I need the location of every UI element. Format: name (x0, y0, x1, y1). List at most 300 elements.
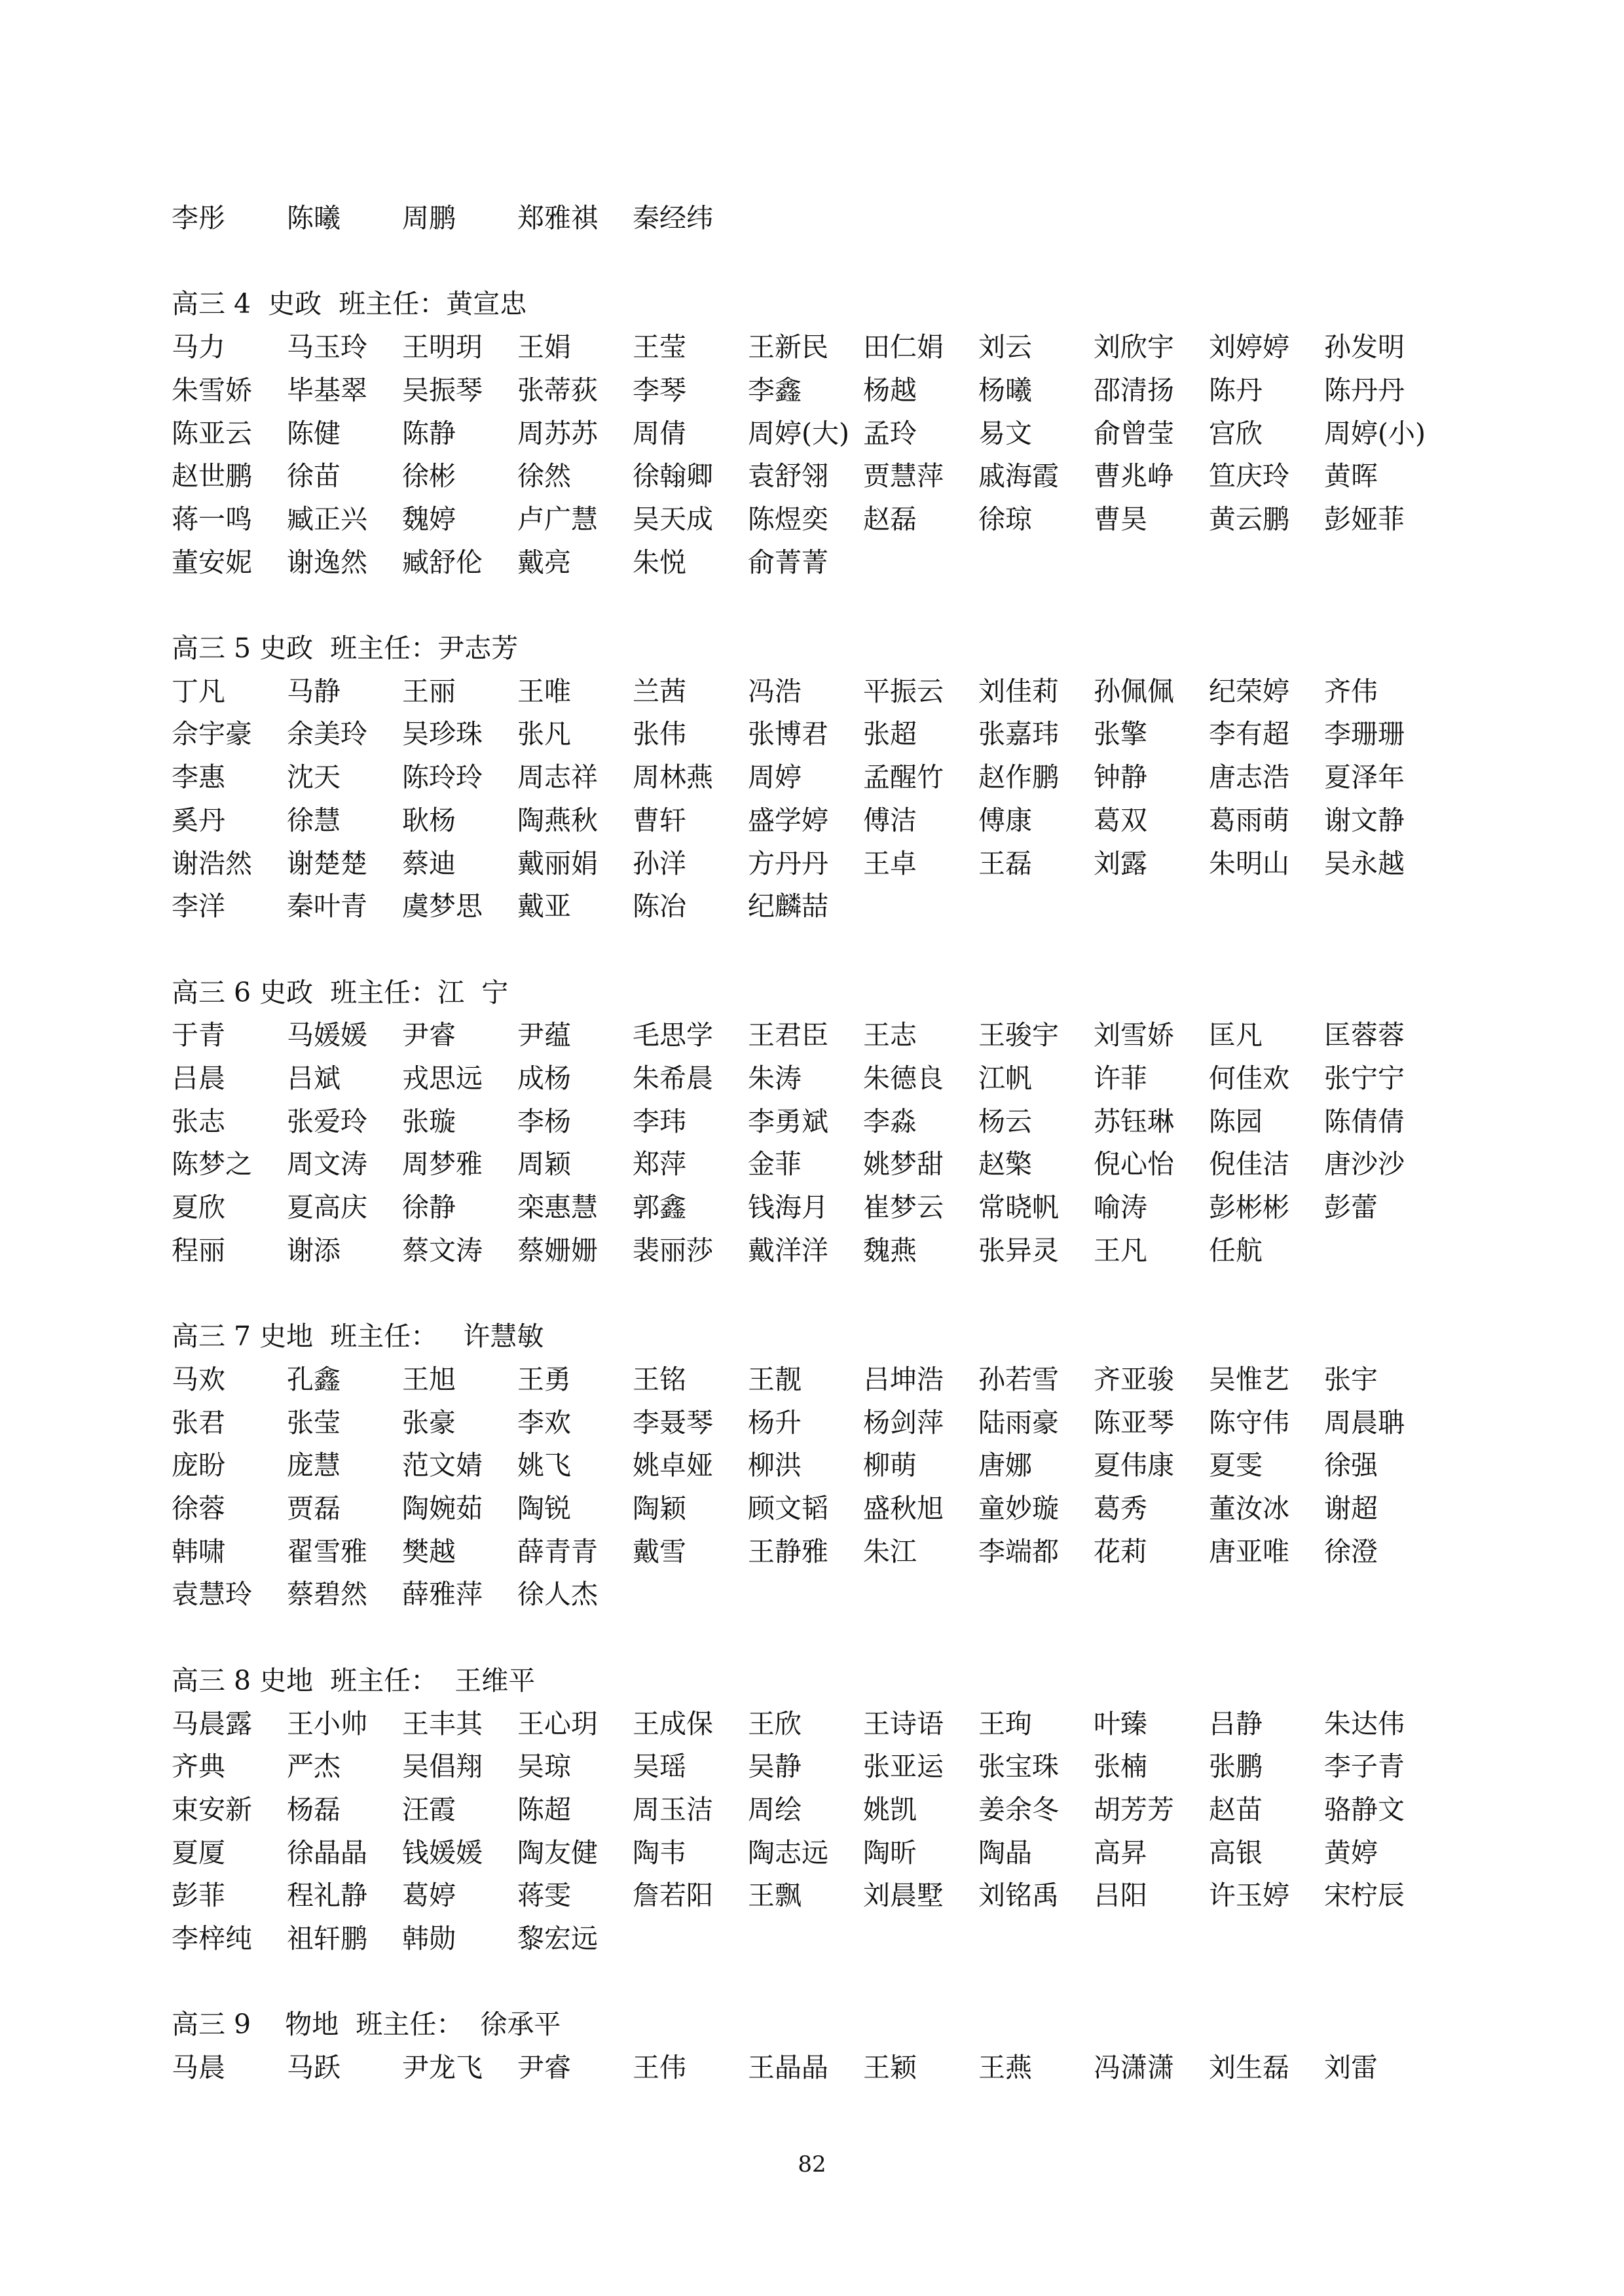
student-name: 花莉 (1094, 1535, 1147, 1567)
student-name: 金菲 (748, 1148, 802, 1180)
class-header (172, 627, 1481, 670)
student-name: 马晨露 (172, 1707, 252, 1740)
student-name: 魏燕 (863, 1234, 917, 1266)
student-name: 王新民 (748, 331, 828, 363)
student-name: 黄婷 (1324, 1836, 1378, 1868)
name-row (172, 1487, 1481, 1530)
student-name: 夏厦 (172, 1836, 225, 1868)
student-name: 张博君 (748, 718, 828, 750)
student-name: 蔡姗姗 (517, 1234, 598, 1266)
student-name: 朱达伟 (1324, 1707, 1405, 1740)
student-name: 齐亚骏 (1094, 1363, 1174, 1395)
student-name: 陶友健 (517, 1836, 598, 1868)
student-name: 尹睿 (402, 1019, 456, 1051)
student-name: 刘雷 (1324, 2052, 1378, 2084)
class-header (172, 971, 1481, 1014)
student-name: 于青 (172, 1019, 225, 1051)
class-heading: 高三 8 史地 班主任： 王维平 (172, 1664, 536, 1696)
name-row (172, 1702, 1481, 1745)
student-name: 徐琼 (978, 503, 1032, 535)
student-name: 王成保 (633, 1707, 713, 1740)
student-name: 夏伟康 (1094, 1449, 1174, 1482)
student-name: 陈煜奕 (748, 503, 828, 535)
student-name: 董汝冰 (1209, 1493, 1289, 1524)
page-number: 82 (798, 2151, 826, 2178)
student-name: 杨越 (863, 374, 917, 406)
student-name: 徐然 (517, 460, 571, 492)
student-name: 匡蓉蓉 (1324, 1019, 1405, 1051)
student-name: 王娟 (517, 331, 571, 363)
student-name: 张异灵 (978, 1234, 1059, 1266)
name-row (172, 1013, 1481, 1057)
name-row (172, 842, 1481, 885)
student-name: 张莹 (287, 1406, 341, 1438)
student-name: 董安妮 (172, 546, 252, 578)
student-name: 钟静 (1094, 761, 1147, 793)
student-name: 王欣 (748, 1707, 802, 1740)
student-name: 朱雪娇 (172, 374, 252, 406)
student-name: 王凡 (1094, 1234, 1147, 1266)
student-name: 吴珍珠 (402, 718, 483, 750)
name-row (172, 454, 1481, 498)
student-name: 盛秋旭 (863, 1493, 944, 1524)
student-name: 徐晶晶 (287, 1836, 367, 1868)
student-name: 高昇 (1094, 1836, 1147, 1868)
student-name: 樊越 (402, 1535, 456, 1567)
student-name: 祖轩鹏 (287, 1923, 367, 1954)
name-row (172, 884, 1481, 928)
student-name: 李子青 (1324, 1751, 1405, 1783)
student-name: 蔡迪 (402, 847, 456, 879)
student-name: 柳洪 (748, 1449, 802, 1482)
student-name: 张璇 (402, 1105, 456, 1137)
student-name: 孙洋 (633, 847, 686, 879)
student-name: 张宁宁 (1324, 1063, 1405, 1094)
name-row (172, 712, 1481, 756)
student-name: 王靓 (748, 1363, 802, 1395)
name-row (172, 799, 1481, 842)
student-name: 蔡碧然 (287, 1578, 367, 1611)
student-name: 郑雅祺 (517, 202, 598, 234)
class-header (172, 1315, 1481, 1358)
student-name: 陈园 (1209, 1105, 1263, 1137)
student-name: 赵世鹏 (172, 460, 252, 492)
student-name: 陈丹 (1209, 374, 1263, 406)
student-name: 葛婷 (402, 1880, 456, 1912)
student-name: 夏高庆 (287, 1192, 367, 1224)
student-name: 周志祥 (517, 761, 598, 793)
student-name: 胡芳芳 (1094, 1793, 1174, 1825)
student-name: 王唯 (517, 675, 571, 707)
student-name: 吴天成 (633, 503, 713, 535)
student-name: 刘佳莉 (978, 675, 1059, 707)
name-row (172, 1444, 1481, 1487)
student-name: 赵磊 (863, 503, 917, 535)
student-name: 陈倩倩 (1324, 1105, 1405, 1137)
student-name: 李端都 (978, 1535, 1059, 1567)
student-name: 吴瑶 (633, 1751, 686, 1783)
student-name: 夏欣 (172, 1192, 225, 1224)
student-name: 兰茜 (633, 675, 686, 707)
student-name: 刘铭禹 (978, 1880, 1059, 1912)
student-name: 叶臻 (1094, 1707, 1147, 1740)
student-name: 杨曦 (978, 374, 1032, 406)
student-name: 张爱玲 (287, 1105, 367, 1137)
student-name: 周梦雅 (402, 1148, 483, 1180)
student-name: 刘欣宇 (1094, 331, 1174, 363)
name-row (172, 1788, 1481, 1831)
student-name: 刘雪娇 (1094, 1019, 1174, 1051)
student-name: 许菲 (1094, 1063, 1147, 1094)
student-name: 束安新 (172, 1793, 252, 1825)
student-name: 王丰其 (402, 1707, 483, 1740)
class-header (172, 1659, 1481, 1702)
student-name: 孙佩佩 (1094, 675, 1174, 707)
student-name: 蒋一鸣 (172, 503, 252, 535)
student-name: 唐沙沙 (1324, 1148, 1405, 1180)
student-name: 吴永越 (1324, 847, 1405, 879)
student-name: 佘宇豪 (172, 718, 252, 750)
student-name: 童妙璇 (978, 1493, 1059, 1524)
student-name: 张超 (863, 718, 917, 750)
name-row (172, 412, 1481, 455)
student-name: 王飘 (748, 1880, 802, 1912)
student-name: 吕晨 (172, 1063, 225, 1094)
student-name: 骆静文 (1324, 1793, 1405, 1825)
class-heading: 高三 9 物地 班主任： 徐承平 (172, 2009, 561, 2041)
student-name: 李彤 (172, 202, 225, 234)
class-header (172, 282, 1481, 325)
student-name: 周婷 (748, 761, 802, 793)
student-name: 江帆 (978, 1063, 1032, 1094)
student-name: 李惠 (172, 761, 225, 793)
student-name: 王志 (863, 1019, 917, 1051)
student-name: 宫欣 (1209, 417, 1263, 449)
student-name: 薛青青 (517, 1535, 598, 1567)
student-name: 王小帅 (287, 1707, 367, 1740)
student-name: 尹蕴 (517, 1019, 571, 1051)
student-name: 彭娅菲 (1324, 503, 1405, 535)
student-name: 张宇 (1324, 1363, 1378, 1395)
student-name: 姚梦甜 (863, 1148, 944, 1180)
student-name: 戴亚 (517, 890, 571, 922)
student-name: 俞曾莹 (1094, 417, 1174, 449)
student-name: 陶志远 (748, 1836, 828, 1868)
student-name: 平振云 (863, 675, 944, 707)
name-row (172, 1401, 1481, 1444)
student-name: 易文 (978, 417, 1032, 449)
student-name: 尹龙飞 (402, 2052, 483, 2084)
name-row (172, 325, 1481, 369)
name-row (172, 1573, 1481, 1616)
student-name: 赵檠 (978, 1148, 1032, 1180)
student-name: 丁凡 (172, 675, 225, 707)
student-name: 冯浩 (748, 675, 802, 707)
student-name: 庞慧 (287, 1449, 341, 1482)
student-name: 周鹏 (402, 202, 456, 234)
student-name: 马力 (172, 331, 225, 363)
student-name: 孙若雪 (978, 1363, 1059, 1395)
student-name: 严杰 (287, 1751, 341, 1783)
student-name: 盛学婷 (748, 804, 828, 836)
student-name: 李淼 (863, 1105, 917, 1137)
student-name: 马欢 (172, 1363, 225, 1395)
student-name: 张嘉玮 (978, 718, 1059, 750)
name-row (172, 1917, 1481, 1960)
student-name: 戴洋洋 (748, 1234, 828, 1266)
name-row (172, 670, 1481, 713)
student-name: 钱媛媛 (402, 1836, 483, 1868)
class-heading: 高三 5 史政 班主任：尹志芳 (172, 632, 519, 664)
student-name: 陶晶 (978, 1836, 1032, 1868)
student-name: 刘生磊 (1209, 2052, 1289, 2084)
student-name: 沈天 (287, 761, 341, 793)
student-name: 笪庆玲 (1209, 460, 1289, 492)
class-heading: 高三 4 史政 班主任：黄宣忠 (172, 288, 527, 320)
student-name: 程礼静 (287, 1880, 367, 1912)
student-name: 李洋 (172, 890, 225, 922)
student-name: 唐志浩 (1209, 761, 1289, 793)
name-row (172, 1057, 1481, 1100)
student-name: 谢添 (287, 1234, 341, 1266)
student-name: 杨云 (978, 1105, 1032, 1137)
student-name: 詹若阳 (633, 1880, 713, 1912)
student-name: 吴琼 (517, 1751, 571, 1783)
student-name: 范文婧 (402, 1449, 483, 1482)
student-name: 周林燕 (633, 761, 713, 793)
student-name: 蒋雯 (517, 1880, 571, 1912)
student-name: 张鹏 (1209, 1751, 1263, 1783)
student-name: 曹昊 (1094, 503, 1147, 535)
student-name: 刘云 (978, 331, 1032, 363)
student-name: 陶锐 (517, 1493, 571, 1524)
student-name: 杨升 (748, 1406, 802, 1438)
student-name: 朱涛 (748, 1063, 802, 1094)
student-name: 纪荣婷 (1209, 675, 1289, 707)
student-name: 王磊 (978, 847, 1032, 879)
student-name: 王君臣 (748, 1019, 828, 1051)
student-name: 张君 (172, 1406, 225, 1438)
student-name: 戎思远 (402, 1063, 483, 1094)
student-name: 傅康 (978, 804, 1032, 836)
student-name: 徐人杰 (517, 1578, 598, 1611)
student-name: 葛双 (1094, 804, 1147, 836)
student-name: 苏钰琳 (1094, 1105, 1174, 1137)
student-name: 王骏宇 (978, 1019, 1059, 1051)
student-name: 王燕 (978, 2052, 1032, 2084)
student-name: 谢楚楚 (287, 847, 367, 879)
student-name: 朱江 (863, 1535, 917, 1567)
student-name: 王珣 (978, 1707, 1032, 1740)
student-name: 王明玥 (402, 331, 483, 363)
student-name: 谢浩然 (172, 847, 252, 879)
student-name: 王旭 (402, 1363, 456, 1395)
student-name: 夏泽年 (1324, 761, 1405, 793)
student-name: 高银 (1209, 1836, 1263, 1868)
student-name: 马跃 (287, 2052, 341, 2084)
student-name: 徐静 (402, 1192, 456, 1224)
student-name: 徐彬 (402, 460, 456, 492)
student-name: 孙发明 (1324, 331, 1405, 363)
student-name: 李梓纯 (172, 1923, 252, 1954)
student-name: 朱悦 (633, 546, 686, 578)
student-name: 姚飞 (517, 1449, 571, 1482)
student-name: 谢文静 (1324, 804, 1405, 836)
student-name: 葛雨萌 (1209, 804, 1289, 836)
student-name: 马媛媛 (287, 1019, 367, 1051)
student-name: 庞盼 (172, 1449, 225, 1482)
student-name: 马晨 (172, 2052, 225, 2084)
student-name: 王静雅 (748, 1535, 828, 1567)
name-row (172, 2046, 1481, 2089)
student-name: 吴振琴 (402, 374, 483, 406)
student-name: 蔡文涛 (402, 1234, 483, 1266)
student-name: 戴亮 (517, 546, 571, 578)
student-name: 王心玥 (517, 1707, 598, 1740)
student-name: 俞菁菁 (748, 546, 828, 578)
student-name: 陶韦 (633, 1836, 686, 1868)
student-name: 曹轩 (633, 804, 686, 836)
student-name: 周倩 (633, 417, 686, 449)
class-heading: 高三 7 史地 班主任： 许慧敏 (172, 1321, 544, 1353)
student-name: 许玉婷 (1209, 1880, 1289, 1912)
student-name: 齐典 (172, 1751, 225, 1783)
student-name: 徐蓉 (172, 1493, 225, 1524)
student-name: 唐娜 (978, 1449, 1032, 1482)
student-name: 李鑫 (748, 374, 802, 406)
student-name: 周苏苏 (517, 417, 598, 449)
student-name: 朱明山 (1209, 847, 1289, 879)
student-name: 陶颖 (633, 1493, 686, 1524)
student-name: 孟玲 (863, 417, 917, 449)
student-name: 耿杨 (402, 804, 456, 836)
student-name: 彭菲 (172, 1880, 225, 1912)
student-name: 赵苗 (1209, 1793, 1263, 1825)
student-name: 张亚运 (863, 1751, 944, 1783)
student-name: 吴静 (748, 1751, 802, 1783)
student-name: 纪麟喆 (748, 890, 828, 922)
student-name: 王卓 (863, 847, 917, 879)
student-name: 李有超 (1209, 718, 1289, 750)
student-name: 张擎 (1094, 718, 1147, 750)
student-name: 倪佳洁 (1209, 1148, 1289, 1180)
student-name: 谢逸然 (287, 546, 367, 578)
name-row (172, 1186, 1481, 1229)
name-row (172, 541, 1481, 584)
student-name: 陈曦 (287, 202, 341, 234)
student-name: 李杨 (517, 1105, 571, 1137)
student-name: 徐慧 (287, 804, 341, 836)
student-name: 夏雯 (1209, 1449, 1263, 1482)
name-row (172, 1358, 1481, 1401)
student-name: 卢广慧 (517, 503, 598, 535)
student-name: 尹睿 (517, 2052, 571, 2084)
student-name: 周晨聃 (1324, 1406, 1405, 1438)
student-name: 姜余冬 (978, 1793, 1059, 1825)
student-name: 周绘 (748, 1793, 802, 1825)
student-name: 邵清扬 (1094, 374, 1174, 406)
student-name: 韩勋 (402, 1923, 456, 1954)
name-row (172, 1831, 1481, 1874)
student-name: 徐翰卿 (633, 460, 713, 492)
student-name: 王伟 (633, 2052, 686, 2084)
student-name: 陆雨豪 (978, 1406, 1059, 1438)
student-name: 陶昕 (863, 1836, 917, 1868)
student-name: 黄云鹏 (1209, 503, 1289, 535)
student-name: 彭蕾 (1324, 1192, 1378, 1224)
student-name: 倪心怡 (1094, 1148, 1174, 1180)
student-name: 李琴 (633, 374, 686, 406)
student-name: 吴倡翔 (402, 1751, 483, 1783)
student-name: 杨剑萍 (863, 1406, 944, 1438)
student-name: 黄晖 (1324, 460, 1378, 492)
student-name: 臧舒伦 (402, 546, 483, 578)
student-name: 王铭 (633, 1363, 686, 1395)
student-name: 戴雪 (633, 1535, 686, 1567)
name-row (172, 498, 1481, 541)
student-name: 葛秀 (1094, 1493, 1147, 1524)
student-name: 周婷(大) (748, 417, 849, 449)
student-name: 裴丽莎 (633, 1234, 713, 1266)
name-row (172, 369, 1481, 412)
name-row (172, 1874, 1481, 1917)
student-name: 张蒂荻 (517, 374, 598, 406)
student-name: 秦叶青 (287, 890, 367, 922)
student-name: 钱海月 (748, 1192, 828, 1224)
student-name: 何佳欢 (1209, 1063, 1289, 1094)
student-name: 顾文韬 (748, 1493, 828, 1524)
student-name: 张伟 (633, 718, 686, 750)
student-name: 吴惟艺 (1209, 1363, 1289, 1395)
student-name: 黎宏远 (517, 1923, 598, 1954)
student-name: 徐澄 (1324, 1535, 1378, 1567)
student-name: 傅洁 (863, 804, 917, 836)
student-name: 马静 (287, 675, 341, 707)
student-name: 张凡 (517, 718, 571, 750)
student-name: 杨磊 (287, 1793, 341, 1825)
student-name: 陈守伟 (1209, 1406, 1289, 1438)
student-name: 常晓帆 (978, 1192, 1059, 1224)
student-name: 谢超 (1324, 1493, 1378, 1524)
class-header (172, 2003, 1481, 2046)
student-name: 戴丽娟 (517, 847, 598, 879)
student-name: 戚海霞 (978, 460, 1059, 492)
student-name: 唐亚唯 (1209, 1535, 1289, 1567)
student-name: 陈亚云 (172, 417, 252, 449)
student-name: 臧正兴 (287, 503, 367, 535)
student-name: 王莹 (633, 331, 686, 363)
student-name: 柳萌 (863, 1449, 917, 1482)
name-row (172, 1100, 1481, 1143)
student-name: 袁慧玲 (172, 1578, 252, 1611)
student-name: 李珊珊 (1324, 718, 1405, 750)
student-name: 奚丹 (172, 804, 225, 836)
student-name: 任航 (1209, 1234, 1263, 1266)
student-name: 姚凯 (863, 1793, 917, 1825)
student-name: 秦经纬 (633, 202, 713, 234)
student-name: 彭彬彬 (1209, 1192, 1289, 1224)
student-name: 孟醒竹 (863, 761, 944, 793)
student-name: 吕静 (1209, 1707, 1263, 1740)
student-name: 马玉玲 (287, 331, 367, 363)
student-name: 韩啸 (172, 1535, 225, 1567)
student-name: 陈超 (517, 1793, 571, 1825)
student-name: 吕斌 (287, 1063, 341, 1094)
class-heading: 高三 6 史政 班主任：江 宁 (172, 976, 509, 1008)
student-name: 周玉洁 (633, 1793, 713, 1825)
student-name: 栾惠慧 (517, 1192, 598, 1224)
student-name: 陈梦之 (172, 1148, 252, 1180)
